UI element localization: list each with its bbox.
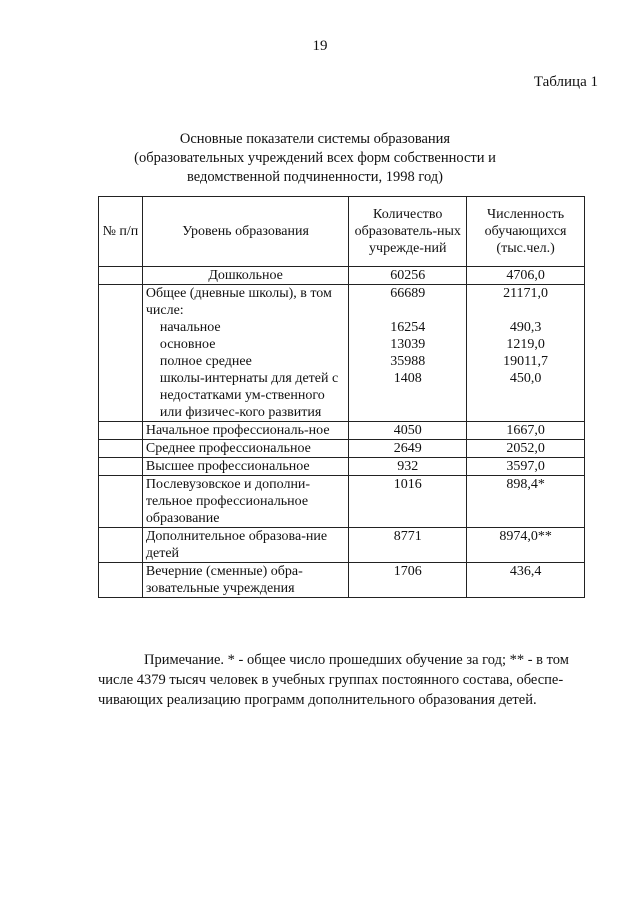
level-cell: Начальное профессиональ-ное xyxy=(142,422,348,440)
level-cell: школы-интернаты для детей с недостатками ум-ственного или физичес-кого развития xyxy=(159,371,339,420)
level-cell: полное среднее xyxy=(159,354,252,369)
header-num: № п/п xyxy=(99,197,143,267)
page-number: 19 xyxy=(312,38,328,54)
students-cell: 8974,0** xyxy=(467,528,585,563)
table-row xyxy=(99,563,585,598)
level-cell: Дошкольное xyxy=(142,267,348,285)
students-cell: 4706,0 xyxy=(467,267,585,285)
students-cell: 2052,0 xyxy=(467,440,585,458)
students-cell: 898,4* xyxy=(467,476,585,528)
count-cell: 35988 xyxy=(390,354,426,369)
level-cell: начальное xyxy=(159,320,221,335)
table-row-group xyxy=(99,285,585,422)
title-line: (образовательных учреждений всех форм собственности и xyxy=(134,150,496,166)
count-cell: 1016 xyxy=(349,476,467,528)
students-cell: 21171,0 xyxy=(503,286,549,301)
table-row xyxy=(99,528,585,563)
level-cell: Дополнительное образова-ние детей xyxy=(142,528,348,563)
table-row xyxy=(99,422,585,440)
count-cell: 4050 xyxy=(349,422,467,440)
level-cell: Послевузовское и дополни-тельное профессиональное образование xyxy=(142,476,348,528)
count-cell: 66689 xyxy=(390,286,426,301)
footnote: Примечание. * - общее число прошедших обучение за год; ** - в том числе 4379 тысяч человек в учебных группах постоянного состава, обеспе-чивающих реализацию программ дополнительного образования детей. xyxy=(98,652,569,708)
table-row xyxy=(99,458,585,476)
students-cell: 490,3 xyxy=(509,320,542,335)
count-cell: 1408 xyxy=(393,371,422,386)
count-cell: 1706 xyxy=(349,563,467,598)
level-cell: основное xyxy=(159,337,216,352)
level-cell: Высшее профессиональное xyxy=(142,458,348,476)
students-cell: 436,4 xyxy=(467,563,585,598)
count-cell: 16254 xyxy=(390,320,426,335)
header-count: Количество образователь-ных учрежде-ний xyxy=(349,197,467,267)
title-line: ведомственной подчиненности, 1998 год) xyxy=(186,169,444,185)
title-line: Основные показатели системы образования xyxy=(179,131,451,147)
header-row xyxy=(99,197,585,267)
students-cell: 3597,0 xyxy=(467,458,585,476)
count-cell: 8771 xyxy=(349,528,467,563)
count-cell: 13039 xyxy=(390,337,426,352)
students-cell: 1219,0 xyxy=(506,337,545,352)
count-cell: 2649 xyxy=(349,440,467,458)
header-students: Численность обучающихся (тыс.чел.) xyxy=(467,197,585,267)
table-row xyxy=(99,440,585,458)
level-cell: Среднее профессиональное xyxy=(142,440,348,458)
students-cell: 450,0 xyxy=(509,371,542,386)
count-cell: 932 xyxy=(349,458,467,476)
education-table xyxy=(98,196,585,598)
students-cell: 19011,7 xyxy=(503,354,549,369)
level-cell: Вечерние (сменные) обра-зовательные учреждения xyxy=(142,563,348,598)
level-cell: Общее (дневные школы), в том числе: xyxy=(145,286,332,318)
students-cell: 1667,0 xyxy=(467,422,585,440)
table-title xyxy=(100,130,530,187)
count-cell: 60256 xyxy=(349,267,467,285)
table-label: Таблица 1 xyxy=(533,74,598,90)
table-row xyxy=(99,476,585,528)
table-row xyxy=(99,267,585,285)
header-level: Уровень образования xyxy=(142,197,348,267)
